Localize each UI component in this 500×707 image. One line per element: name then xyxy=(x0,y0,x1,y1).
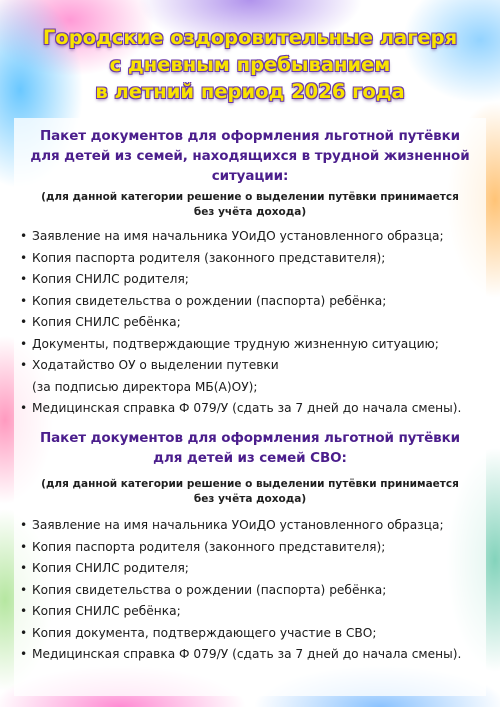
list-item: • Копия СНИЛС родителя; xyxy=(20,558,500,580)
list-item: • Заявление на имя начальника УОиДО установленного образца; xyxy=(20,226,500,248)
list-item: • Копия документа, подтверждающего участие в СВО; xyxy=(20,623,500,645)
bullet-icon: • xyxy=(20,625,28,640)
list-item: • Ходатайство ОУ о выделении путевки (за подписью директора МБ(А)ОУ); xyxy=(20,355,500,398)
bullet-icon: • xyxy=(20,336,28,351)
poster-title xyxy=(0,24,500,105)
list-item: • Копия свидетельства о рождении (паспорта) ребёнка; xyxy=(20,291,500,313)
list-item: • Заявление на имя начальника УОиДО установленного образца; xyxy=(20,515,500,537)
bullet-icon: • xyxy=(20,293,28,308)
bullet-icon: • xyxy=(20,401,28,415)
section-note-line: без учёта дохода) xyxy=(193,493,307,505)
bullet-icon: • xyxy=(20,561,28,575)
poster-title-line: Городские оздоровительные лагеря xyxy=(42,26,458,49)
bullet-icon: • xyxy=(20,582,28,597)
section-title-line: Пакет документов для оформления льготной путёвки xyxy=(39,430,461,446)
list-item: • Копия СНИЛС ребёнка; xyxy=(20,312,500,334)
list-item: • Копия свидетельства о рождении (паспорта) ребёнка; xyxy=(20,580,500,602)
section-note xyxy=(0,190,500,220)
bullet-icon: • xyxy=(20,315,28,329)
list-item: • Документы, подтверждающие трудную жизненную ситуацию; xyxy=(20,334,500,356)
list-item: • Копия СНИЛС родителя; xyxy=(20,269,500,291)
list-item: • Медицинская справка Ф 079/У (сдать за 7 дней до начала смены). xyxy=(20,398,500,420)
section-note-line: (для данной категории решение о выделении путёвки принимается xyxy=(41,478,459,490)
list-item: • Копия паспорта родителя (законного представителя); xyxy=(20,248,500,270)
poster-title-line: с дневным пребыванием xyxy=(109,53,391,76)
section-note-line: (для данной категории решение о выделении путёвки принимается xyxy=(41,191,459,203)
section-title-line: для детей из семей СВО: xyxy=(153,450,347,466)
section-title-line: Пакет документов для оформления льготной путёвки xyxy=(39,128,461,144)
section-difficult-situation xyxy=(0,126,500,420)
list-item: • Копия СНИЛС ребёнка; xyxy=(20,601,500,623)
document-list xyxy=(0,515,500,666)
bullet-icon: • xyxy=(20,518,28,532)
bullet-icon: • xyxy=(20,647,28,661)
list-item: • Копия паспорта родителя (законного представителя); xyxy=(20,537,500,559)
bullet-icon: • xyxy=(20,250,28,265)
section-note xyxy=(0,477,500,507)
section-title-line: ситуации: xyxy=(211,168,289,184)
bullet-icon: • xyxy=(20,272,28,286)
list-item: • Медицинская справка Ф 079/У (сдать за 7 дней до начала смены). xyxy=(20,644,500,666)
section-title xyxy=(0,126,500,186)
section-note-line: без учёта дохода) xyxy=(193,206,307,218)
bullet-icon: • xyxy=(20,358,28,372)
section-title xyxy=(0,428,500,468)
section-title-line: для детей из семей, находящихся в трудной жизненной xyxy=(30,148,470,164)
section-svo-families xyxy=(0,428,500,666)
poster-title-line: в летний период 2026 года xyxy=(95,80,405,103)
bullet-icon: • xyxy=(20,539,28,554)
bullet-icon: • xyxy=(20,229,28,243)
document-list xyxy=(0,226,500,420)
bullet-icon: • xyxy=(20,604,28,618)
